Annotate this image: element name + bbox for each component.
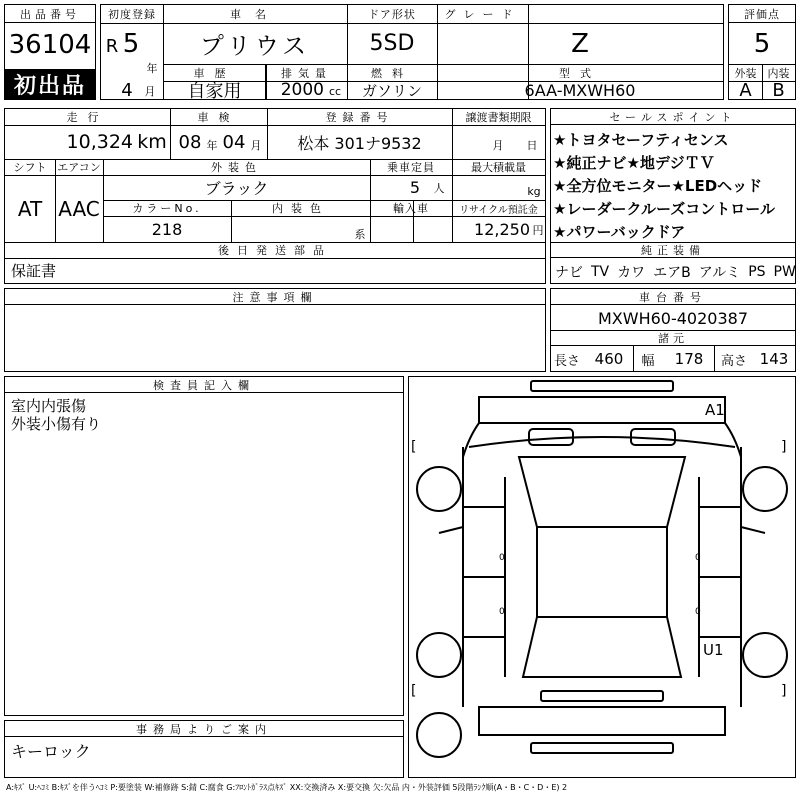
load-label: 最大積載量 [471,161,526,174]
history-label: 車歴 [193,66,236,80]
later-label: 後日発送部品 [218,244,332,257]
lot-number-label: 出品番号 [5,5,95,23]
notes-box [4,288,546,372]
fuel-label: 燃料 [371,66,413,80]
shift: AT [17,196,43,221]
tiny-mark: 0 [695,607,701,617]
ext-color: ブラック [204,179,269,198]
car-name-label: 車名 [230,8,280,21]
equipment-item: TV [591,264,610,280]
equipment-item: PW [773,264,796,280]
equipment-item: カワ [617,265,646,281]
mileage-unit: km [137,131,167,153]
score-box [728,4,796,100]
inspection-year-unit: 年 [206,139,218,152]
equipment-item: ナビ [555,265,583,281]
car-outline-diagram [409,377,795,777]
length: 460 [594,350,624,368]
sales-label: セールスポイント [551,109,795,125]
bracket: [ [411,439,417,455]
capacity-label: 乗車定員 [387,161,435,174]
mileage-label: 走行 [66,111,109,124]
month-unit: 月 [144,85,156,98]
height: 143 [759,350,789,368]
notes-label: 注意事項欄 [5,289,545,305]
ac: AAC [58,196,100,221]
color-no-label: カラーNo. [132,202,202,215]
shift-label: シフト [13,161,47,174]
int-color-label: 内装色 [272,202,329,215]
bracket: [ [411,683,417,699]
office-text: キーロック [11,742,91,761]
score-label: 評価点 [729,5,795,23]
first-reg-year: 5 [122,29,140,59]
inspection-month: 04 [222,131,246,153]
inspection-month-unit: 月 [250,139,262,152]
int-grade: B [772,79,785,101]
damage-mark: A1 [705,401,725,419]
specs-grid [4,108,546,284]
color-no: 218 [151,219,183,239]
door-label: ドア形状 [368,8,416,21]
sales-points-box [550,108,796,284]
inspector-label: 検査員記入欄 [5,377,403,393]
year-unit: 年 [146,62,158,75]
sales-point: ★全方位モニター★LEDヘッド [553,177,763,195]
history: 自家用 [187,81,242,102]
damage-mark: U1 [703,641,724,659]
displacement: 2000 [280,80,324,100]
later-parts: 保証書 [11,262,57,280]
plate-number: 松本 301ナ9532 [297,133,422,153]
chassis-number: MXWH60-4020387 [597,308,748,328]
bracket: ] [781,439,787,455]
model: 6AA-MXWH60 [524,80,636,100]
equipment-item: PS [748,264,766,280]
header-grid [100,4,724,100]
equipment-item: エアB [653,265,691,281]
ac-label: エアコン [57,161,101,174]
first-reg-month: 4 [121,79,133,101]
capacity-unit: 人 [433,182,445,195]
office-box [4,720,404,778]
equipment-item: アルミ [698,265,741,281]
tiny-mark: 0 [499,553,505,563]
grade-label: グレード [444,8,521,21]
inspector-line: 外装小傷有り [11,415,102,433]
sales-point: ★トヨタセーフティセンス [553,131,729,149]
car-diagram [408,376,796,778]
door-type: 5SD [369,31,415,56]
width-label: 幅 [641,353,655,369]
bracket: ] [781,683,787,699]
equipment-list [555,261,796,283]
ext-grade: A [739,79,752,101]
int-color-unit: 系 [354,228,366,241]
load-unit: kg [527,184,541,198]
equipment-label: 純正装備 [551,242,795,258]
lot-number: 36104 [8,30,92,60]
length-label: 長さ [553,353,580,369]
fuel: ガソリン [361,81,422,100]
sales-point: ★レーダークルーズコントロール [553,200,775,218]
inspection-year: 08 [178,131,202,153]
recycle: 12,250 [474,219,530,239]
capacity: 5 [409,178,421,197]
dims-label: 諸元 [551,330,795,346]
lot-number-box [4,4,96,100]
inspector-box [4,376,404,716]
plate-label: 登録番号 [325,111,394,124]
car-name: プリウス [199,32,311,60]
score: 5 [753,28,771,59]
office-label: 事務局よりご案内 [5,721,403,737]
chassis-box [550,288,796,372]
transfer-month-unit: 月 [492,139,504,152]
tiny-mark: 0 [499,607,505,617]
import-label: 輸入車 [393,202,429,215]
inspector-line: 室内内張傷 [11,397,87,415]
sales-point: ★パワーバックドア [553,223,686,241]
recycle-unit: 円 [532,224,544,237]
legend: A:ｷｽﾞ U:ﾍｺﾐ B:ｷｽﾞを伴うﾍｺﾐ P:要塗装 W:補修跡 S:錆 C:腐食 G:ﾌﾛﾝﾄｶﾞﾗｽ点ｷｽﾞ XX:交換済み X:要交換 欠:欠品 内・外装評価 5段階ﾗﾝｸ順(A・B・C・D・E) 2 [6,783,568,792]
first-reg-label: 初度登録 [108,8,156,21]
recycle-label: リサイクル預託金 [459,204,538,216]
displacement-label: 排気量 [281,66,332,80]
era: R [105,35,119,57]
first-listing-badge: 初出品 [5,69,95,99]
mileage: 10,324 [66,131,133,153]
sales-point: ★純正ナビ★地デジＴＶ [553,154,715,172]
height-label: 高さ [720,353,747,369]
ext-label: 外装 [734,66,757,80]
grade: Z [571,28,589,59]
int-label: 内装 [767,66,790,80]
ext-color-label: 外装色 [211,161,262,174]
width: 178 [674,350,704,368]
chassis-label: 車台番号 [551,289,795,305]
transfer-day-unit: 日 [526,139,538,152]
displacement-unit: cc [328,84,342,98]
model-label: 型式 [559,66,601,80]
tiny-mark: 0 [695,553,701,563]
inspection-label: 車検 [197,111,240,124]
transfer-label: 譲渡書類期限 [465,111,532,124]
